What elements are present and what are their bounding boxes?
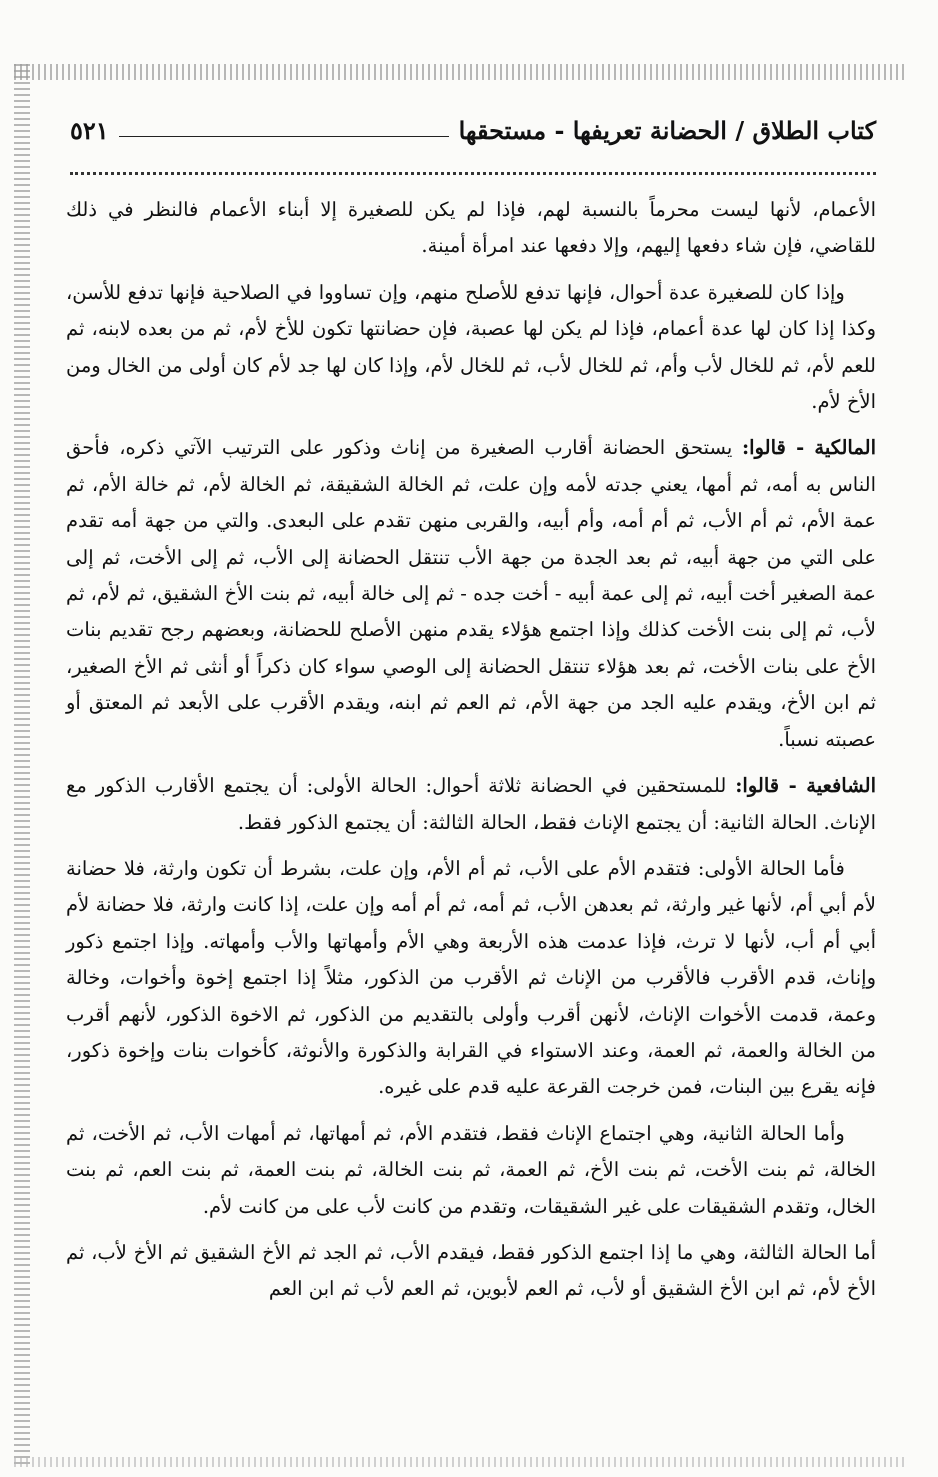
page-number: ٥٢١ bbox=[70, 115, 109, 145]
paragraph bbox=[66, 768, 876, 841]
school-heading: المالكية - قالوا: bbox=[741, 436, 877, 460]
paragraph bbox=[66, 275, 876, 421]
paragraph-text: يستحق الحضانة أقارب الصغيرة من إناث وذكور على الترتيب الآتي ذكره، فأحق الناس به أمه، ثم أمها، يعني جدته لأمه وإن علت، ثم الخالة الشقيقة، ثم الخالة لأم، ثم خالة الأم، ثم عمة الأم، ثم أم الأب، ثم أم أمه، وأم أبيه، والقربى منهن تقدم على البعدى. والتي من جهة أمه تقدم على التي من جهة أبيه، ثم بعد الجدة من جهة الأب تنتقل الحضانة إلى الأب، ثم إلى الأخت، ثم إلى عمة الصغير أخت أبيه، ثم إلى عمة أبيه - أخت جده - ثم إلى خالة أبيه، ثم بنت الأخ الشقيق، ثم لأم، ثم لأب، ثم إلى بنت الأخت كذلك وإذا اجتمع هؤلاء يقدم منهن الأصلح للحضانة، وبعضهم رجح تقديم بنات الأخ على بنات الأخت، ثم بعد هؤلاء تنتقل الحضانة إلى الوصي سواء كان ذكراً أو أنثى ثم الأخ الصغير، ثم ابن الأخ، ويقدم عليه الجد من جهة الأم، ثم العم ثم ابنه، ويقدم الأقرب على الأبعد ثم المعتق أو عصبته نسباً. bbox=[66, 436, 876, 751]
paragraph-text: فأما الحالة الأولى: فتقدم الأم على الأب، ثم أم الأم، وإن علت، بشرط أن تكون وارثة، فلا حضانة لأم أبي أم، لأنها غير وارثة، ثم بعدهن الأب، ثم أمه، ثم أم أمه وإن علت، إذا كانت وارثة، فلا حضانة لأم أبي أم أب، لأنها لا ترث، فإذا عدمت هذه الأربعة وهي الأم وأمهاتها والأب وأمهاته. وإذا اجتمع ذكور وإناث، قدم الأقرب فالأقرب من الإناث ثم الأقرب من الذكور، مثلاً إذا اجتمع إخوة وأخوات، وخالة وعمة، قدمت الأخوات الإناث، لأنهن أقرب وأولى بالتقديم من الذكور، ثم الاخوة الذكور، لأنهم أقرب من الخالة والعمة، ثم العمة، وعند الاستواء في القرابة والذكورة والأنوثة، كأخوات بنات وإخوة ذكور، فإنه يقرع بين البنات، فمن خرجت القرعة عليه قدم على غيره. bbox=[66, 856, 876, 1099]
school-heading: الشافعية - قالوا: bbox=[735, 774, 877, 798]
decorative-border-left bbox=[14, 64, 30, 1465]
dotted-separator bbox=[70, 158, 876, 175]
paragraph bbox=[66, 1116, 876, 1225]
paragraph-text: وأما الحالة الثانية، وهي اجتماع الإناث فقط، فتقدم الأم، ثم أمهاتها، ثم أمهات الأب، ثم الأخت، ثم الخالة، ثم بنت الأخت، ثم بنت الأخ، ثم العمة، ثم بنت الخالة، ثم بنت العمة، ثم بنت العم، ثم بنت الخال، وتقدم الشقيقات على غير الشقيقات، وتقدم من كانت لأب على من كانت لأم. bbox=[66, 1121, 876, 1218]
paragraph-text: أما الحالة الثالثة، وهي ما إذا اجتمع الذكور فقط، فيقدم الأب، ثم الجد ثم الأخ الشقيق ثم الأخ لأب، ثم الأخ لأم، ثم ابن الأخ الشقيق أو لأب، ثم العم لأبوين، ثم العم لأب ثم ابن العم bbox=[66, 1240, 876, 1301]
body-text bbox=[66, 192, 876, 1318]
paragraph-text: وإذا كان للصغيرة عدة أحوال، فإنها تدفع للأصلح منهم، وإن تساووا في الصلاحية فإنها تدفع للأسن، وكذا إذا كان لها عدة أعمام، فإذا لم يكن لها عصبة، فإن حضانتها تكون للأخ لأم، ثم من بعده لابنه، ثم للعم لأم، ثم للخال لأب وأم، ثم للخال لأب، ثم للخال لأم، وإذا كان لها جد لأم كان أولى من الخال ومن الأخ لأم. bbox=[66, 280, 876, 414]
decorative-border-bottom bbox=[14, 1457, 908, 1467]
paragraph-text: للمستحقين في الحضانة ثلاثة أحوال: الحالة الأولى: أن يجتمع الأقارب الذكور مع الإناث. الحالة الثانية: أن يجتمع الإناث فقط، الحالة الثالثة: أن يجتمع الذكور فقط. bbox=[66, 774, 876, 834]
paragraph bbox=[66, 430, 876, 758]
page-header bbox=[70, 108, 876, 152]
paragraph bbox=[66, 851, 876, 1106]
decorative-border-top bbox=[14, 64, 908, 80]
paragraph-text: الأعمام، لأنها ليست محرماً بالنسبة لهم، فإذا لم يكن للصغيرة إلا أبناء الأعمام فالنظر في ذلك للقاضي، فإن شاء دفعها إليهم، وإلا دفعها عند امرأة أمينة. bbox=[66, 198, 876, 258]
paragraph bbox=[66, 1235, 876, 1308]
header-rule bbox=[119, 136, 449, 137]
paragraph bbox=[66, 192, 876, 265]
running-title: كتاب الطلاق / الحضانة تعريفها - مستحقها bbox=[458, 115, 876, 145]
